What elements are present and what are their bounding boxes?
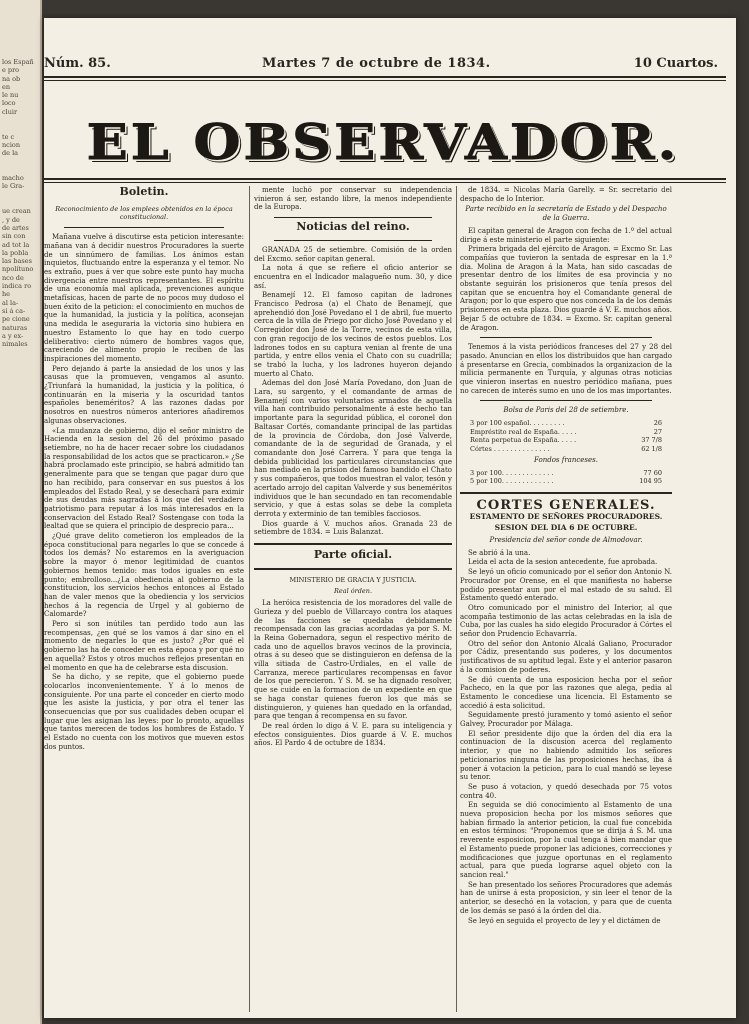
newspaper-title: EL OBSERVADOR.	[86, 113, 680, 171]
paragraph: La nota á que se refiere el oficio anterior se encuentra en el Indicador malagueño num. 30, y dice así.	[254, 264, 452, 290]
section-title-boletin: Boletin.	[119, 186, 169, 198]
real-orden-heading: Real órden.	[333, 587, 373, 596]
paragraph: Pero si son inútiles tan perdido todo aun las recompensas, ¿en qué se los vamos á dar sino en el momento de negarles lo que es justo? ¿Por qué el gobierno las ha de conceder en esta época y por qué no en aquella? Estos y otros muchos reflejos presentan en el momento en que ha de celebrarse esta discusion.	[44, 620, 244, 672]
divider	[480, 400, 652, 401]
row-value: 37 7/8	[641, 436, 662, 445]
paragraph: Pero dejando á parte la ansiedad de los unos y las causas que la promueven, vengamos al asunto. ¿Triunfará la humanidad, la justicia y la política, ó continuarán en la miseria y la oscuridad tantos españoles beneméritos? A las razones dadas por nosotros en nuestros números anteriores añadiremos algunas observaciones.	[44, 364, 244, 425]
paragraph: Dios guarde á V. muchos años. Granada 23 de setiembre de 1834. = Luis Balanzat.	[254, 519, 452, 537]
section-title-noticias: Noticias del reino.	[296, 220, 410, 234]
paragraph: Otro del señor don Antonio Alcalá Galiano, Procurador por Cádiz, presentando sus poderes, y los documentos justificativos de su aptitud legal. Este y el anterior pasaron á la comision de poderes.	[460, 639, 672, 674]
fondos-table	[470, 469, 662, 486]
masthead	[44, 100, 722, 184]
paragraph: Se abrió á la una.	[468, 548, 531, 557]
ministry-heading: MINISTERIO DE GRACIA Y JUSTICIA.	[289, 575, 417, 584]
section-subtitle: Reconocimiento de los emplees obtenidos en la época constitucional.	[55, 204, 233, 222]
issue-date: Martes 7 de octubre de 1834.	[262, 56, 491, 71]
divider	[254, 543, 452, 545]
table-row	[470, 428, 662, 437]
paragraph: En seguida se dió conocimiento al Estamento de una nueva proposicion hecha por los mismos señores que habian firmado la anterior peticion, la cual fue concebida en estos términos: "Proponemos que se dirija á S. M. una reverente esposicion, por la cual tenga á bien mandar que el Estamento puede proponer las adiciones, correcciones y modificaciones que juzgue oportunas en el reglamento actual, para que pueda lograrse aquel objeto con la sancion real."	[460, 801, 672, 879]
row-value: 77 60	[643, 468, 662, 477]
bolsa-title: Bolsa de Paris del 28 de setiembre.	[503, 406, 629, 415]
row-value: 104 95	[639, 477, 662, 486]
row-value: 26	[653, 419, 662, 428]
bolsa-table	[470, 419, 662, 453]
table-row	[470, 445, 662, 454]
row-label: Empréstito real de España. . . . .	[470, 427, 577, 436]
masthead-top-rule	[44, 76, 726, 81]
paragraph: ¿Qué grave delito cometieron los empleados de la época constitucional para negarles lo que se concede á todos los demás? No estaremos en la averiguacion sobre la mayor ó menor legitimidad de cuantos gobiernos hemos tenido: mas todos iguales en este punto; embrolloso...¿La obediencia al gobierno de la constitucion, los servicios hechos entonces al Estado han de valer menos que la obediencia y los servicios hechos á la regencia de Urgel y al gobierno de Calomarde?	[44, 532, 244, 619]
column-divider	[249, 186, 250, 1012]
paragraph: Mañana vuelve á discutirse esta peticion interesante: mañana van á decidir nuestros Procuradores la suerte de un sinnúmero de familias. Los ánimos estan inquietos, fluctuando entre la esperanza y el temor. No es extraño, pues á ver que sobre este punto hay mucha divergencia entre nuestros representantes. El espíritu de una economía mal aplicada, prevenciones aunque metafísicas, hacen de parte de no pocos muy dudoso el buen éxito de la peticion: el conocimiento en muchos de que la humanidad, la justicia y la política, aconsejan una medida le aseguraria la victoria sino hubiera en nuestro Estamento lo que hay en todo cuerpo deliberativo: cierto número de hombres vagos que, careciendo de alimento propio le reciben de las inspiraciones del momento.	[44, 233, 244, 363]
paragraph: Ademas del don José María Povedano, don Juan de Lara, su sargento, y el comandante de armas de Benamejí con varios voluntarios armados de aquella villa han contribuido personalmente á este hecho tan importante para la seguridad pública, el coronel don Baltasar Cortés, comandante principal de las partidas de la provincia de Córdoba, don José Valverde, comandante de la de seguridad de Granada, y el comandante don José Carrera. Y para que tenga la debida publicidad los particulares circunstancias que han mediado en la prision del famoso bandido el Chato y sus compañeros, que todos muestran el valor, tesón y acertado arrojo del capitan Valverde y sus beneméritos individuos que le han secundado en tan recomendable servicio, y que á estas solas se debe la completa derrota y exterminio de tan temibles facciosos.	[254, 379, 452, 518]
paragraph: de 1834. = Nicolas María Garelly. = Sr. secretario del despacho de lo Interior.	[460, 186, 672, 203]
estamento-heading: ESTAMENTO DE SEÑORES PROCURADORES.	[469, 511, 663, 521]
column-cortes	[460, 186, 672, 1016]
newspaper-page	[44, 18, 736, 1018]
presidencia-heading: Presidencia del señor conde de Almodovar.	[489, 535, 643, 544]
paragraph: El capitan general de Aragon con fecha de 1.º del actual dirige á este ministerio el parte siguiente:	[460, 226, 672, 244]
row-value: 27	[653, 427, 662, 436]
column-divider	[456, 186, 457, 1012]
paragraph: GRANADA 25 de setiembre. Comisión de la orden del Excmo. señor capitan general.	[254, 245, 452, 263]
row-value: 62 1/8	[641, 444, 662, 453]
paragraph: Se dió cuenta de una esposicion hecha por el señor Pacheco, en la que por las razones que alega, pedia al Estamento le concediese una licencia. El Estamento se accedió á esta solicitud.	[460, 675, 672, 710]
table-row	[470, 477, 662, 486]
column-boletin	[44, 186, 244, 1016]
divider	[274, 217, 432, 218]
divider	[274, 240, 432, 241]
section-title-parte-oficial: Parte oficial.	[313, 548, 393, 562]
row-label: 5 por 100. . . . . . . . . . . . .	[470, 477, 554, 486]
paragraph: Leida el acta de la sesion antecedente, fue aprobada.	[468, 558, 658, 567]
previous-page-edge	[0, 0, 42, 1024]
table-row	[470, 436, 662, 445]
paragraph: «La mudanza de gobierno, dijo el señor ministro de Hacienda en la sesion del 26 del próximo pasado setiembre, no ha de hacer recaer sobre los ciudadanos la responsabilidad de los actos que se practicaron.» ¿Se habrá proclamado este principio, se habrá admitido tan generalmente para que se tengan que pagar duro que no han recibido, para conservar en sus puestos á los empleados del Estado Real, y se desechará para eximir de sus deudas más sagradas á los que del verdadero patriotismo para reputar á los más interesados en la conservacion del Estado Real? Sostengase con toda la lealtad que se quiera el principio de desprecio para...	[44, 426, 244, 531]
divider	[254, 568, 452, 570]
paragraph: Se ha dicho, y se repite, que el gobierno puede colocarlos inconvenientemente. Y á lo menos de consiguiente. Por una parte el conceder en cierto modo que les asiste la justicia, y por otra el tener las consecuencias que por sus cualidades deben ocupar el lugar que les asignan las leyes: por lo pronto, aquellas que tantos merecen de todos los hombres de Estado. Y el Estado no cuenta con los motivos que mueven estos dos puntos.	[44, 673, 244, 751]
paragraph: Benamejí 12. El famoso capitan de ladrones Francisco Pedrosa (a) el Chato de Benamejí, que aprehendió don José Povedano el 1 de abril, fue muerto cerca de la villa de Priego por dicho José Povedano y el Corregidor don José de la Torre, vecinos de esta villa, con gran regocijo de los vecinos de estos pueblos. Los ladrones todos en su captura venian al frente de una partida, y entre ellos venia el Chato con su cuadrilla; se trabó la lucha, y los ladrones huyeron dejando muerto al Chato.	[254, 291, 452, 378]
column-noticias	[254, 186, 452, 1016]
header-bar	[44, 52, 736, 76]
divider	[480, 337, 652, 338]
fondos-title: Fondos franceses.	[534, 456, 598, 465]
row-label: 3 por 100. . . . . . . . . . . . .	[470, 468, 554, 477]
paragraph: Otro comunicado por el ministro del Interior, al que acompaña testimonio de las actas celebradas en la isla de Cuba, por las cuales ha sido elegido Procurador á Córtes el señor don Prudencio Echavarría.	[460, 603, 672, 639]
table-row	[470, 419, 662, 428]
paragraph: Se leyó en seguida el proyecto de ley y el dictámen de	[468, 916, 661, 925]
paragraph: mente luchó por conservar su independencia vinieron á ser, estando libre, la menos independiente de la Europa.	[254, 186, 452, 212]
section-title-cortes: CORTES GENERALES.	[476, 497, 656, 513]
row-label: Córtes . . . . . . . . . . . . . .	[470, 444, 550, 453]
row-label: 3 por 100 español. . . . . . . . .	[470, 419, 565, 428]
masthead-bottom-rule	[44, 178, 726, 183]
paragraph: Tenemos á la vista periódicos franceses del 27 y 28 del pasado. Anuncian en ellos los distribuidos que han cargado á presentarse en Grecia, combinados la organizacion de la milicia permanente en Turquía, y algunas otras noticias que vinieron insertas en nuestro periódico mañana, pues no carecen de interés sumo en uno de los mas importantes.	[460, 343, 672, 395]
paragraph: Primera brigada del ejército de Aragon. = Excmo Sr. Las compañías que tuvieron la sentada de espresar en la 1.ª dia. Molina de Aragon á la Mata, han sido cascadas de presentar dentro de los límites de esa provincia y no obstante seguirán los prisioneros que tenía presos del capitan que se encuentra hoy el Comandante general de Aragon; por lo que espero que nos conceda la de los demás prisioneros en esta plaza. Dios guarde á V. E. muchos años. Bejar 5 de octubre de 1834. = Excmo. Sr. capitan general de Aragon.	[460, 245, 672, 332]
row-label: Renta perpetua de España. . . . .	[470, 436, 577, 445]
paragraph: La heróica resistencia de los moradores del valle de Gurieza y del pueblo de Villarcayo contra los ataques de las facciones se quedaba debidamente recompensada con las gracias acordadas ya por S. M. la Reina Gobernadora, segun el respectivo mérito de cada uno de aquellos bravos vecinos de la provincia, otras á su deseo que se distinguieron en defensa de la villa sitiada de Castro-Urdiales, en el valle de Carranza, merece particulares recompensas en favor de los que perecieron. Y S. M. se ha dignado resolver, que se cuide en la formacion de un expediente en que se haga constar quienes fueron los que más se distinguieron, y quienes han quedado en la orfandad, para que tengan á recompensa en su favor.	[254, 599, 452, 721]
divider	[64, 227, 224, 228]
paragraph: Se puso á votacion, y quedó desechada por 75 votos contra 40.	[460, 782, 672, 800]
report-note: Parte recibido en la secretaría de Estado y del Despacho de la Guerra.	[465, 205, 667, 223]
paragraph: De real órden lo digo á V. E. para su inteligencia y efectos consiguientes. Dios guarde á V. E. muchos años. El Pardo 4 de octubre de 1834.	[254, 721, 452, 748]
paragraph: Se leyó un oficio comunicado por el señor don Antonio N. Procurador por Orense, en el que manifiesta no haberse podido presentar aun por el mal estado de su salud. El Estamento quedó enterado.	[460, 568, 672, 603]
issue-price: 10 Cuartos.	[633, 56, 718, 71]
issue-number: Núm. 85.	[44, 56, 111, 71]
paragraph: Seguidamente prestó juramento y tomó asiento el señor Galvey, Procurador por Málaga.	[460, 711, 672, 729]
previous-page-text: los Españ e pro na ob en le nu loco cluir te c ncion de la macho le Gra- ue crean , y de de artes sin con ad tot la la pobla las bases npolítuno nco de indica ro he al la- si á ca- pe cione naturas a y ex- nimales	[2, 58, 34, 349]
paragraph: Se han presentado los señores Procuradores que además han de unirse á esta proposicion, y sin leer el tenor de la anterior, se desechó en la votacion, y para que de cuenta de los demás se pasó á la órden del dia.	[460, 880, 672, 915]
sesion-heading: SESION DEL DIA 6 DE OCTUBRE.	[494, 523, 638, 533]
paragraph: El señor presidente dijo que la órden del dia era la continuacion de la discusion acerca del reglamento interior, y que no habiendo admitido los señores peticionarios ninguna de las proposiciones hechas, iba á poner á votacion la peticion, para lo cual mandó se leyese su tenor.	[460, 729, 672, 782]
table-row	[470, 469, 662, 478]
divider	[460, 492, 672, 494]
